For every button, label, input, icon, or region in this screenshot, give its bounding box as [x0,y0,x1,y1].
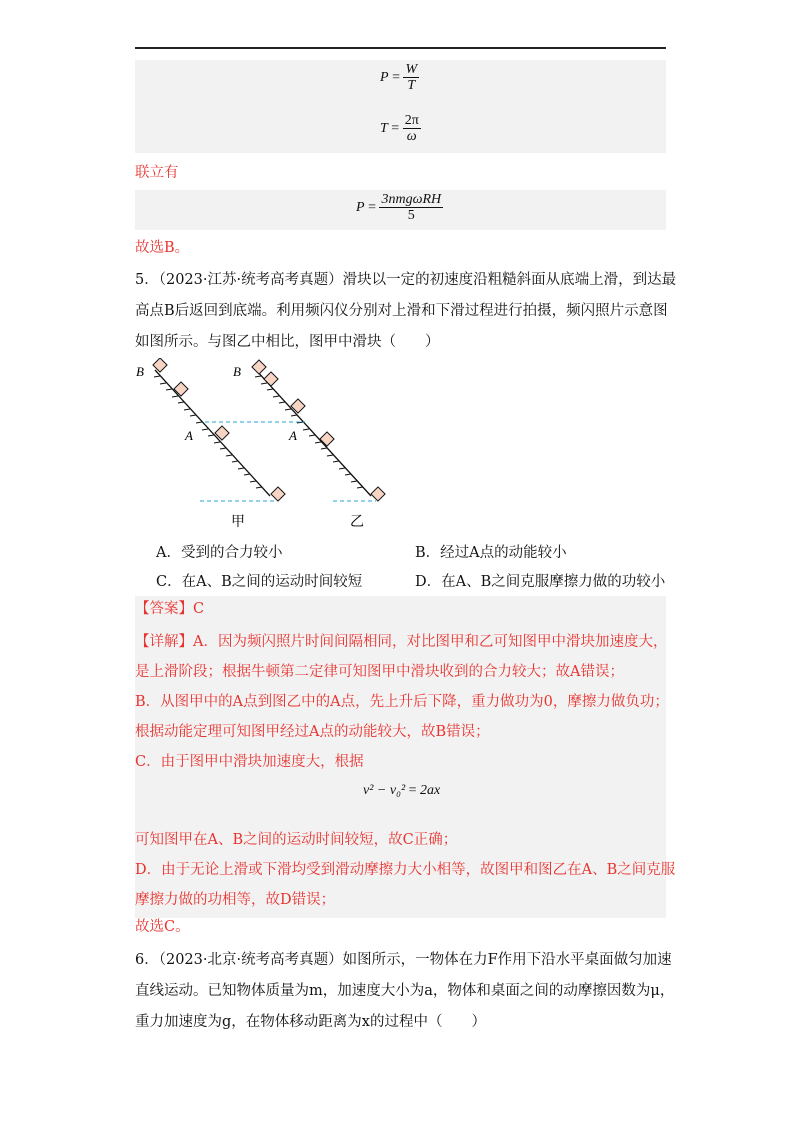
formula-denominator: ω [406,129,417,144]
incline-figure [130,358,400,533]
slider-block [264,372,278,386]
q5-line-3: 如图所示。与图乙中相比，图甲中滑块（ ） [135,334,440,350]
formula-t-2pi-omega [380,113,421,145]
detail-text: A．因为频闪照片时间间隔相同，对比图甲和乙可知图甲中滑块加速度大， [193,634,668,650]
formula-eq: = [391,121,400,137]
formula-lhs: P [356,200,365,216]
caption-yi: 乙 [350,515,364,530]
label-a-left: A [185,428,193,443]
formula-eq: = [392,70,400,86]
formula-fraction [379,192,443,224]
detail-tag: 【详解】 [135,634,193,650]
detail-line-4: 根据动能定理可知图甲经过A点的动能较大，故B错误； [135,724,490,740]
formula-numerator: W [405,62,418,77]
detail-line-6: 可知图甲在A、B之间的运动时间较短，故C正确； [135,832,458,848]
formula-fraction [403,113,421,145]
label-b-right: B [233,364,241,379]
detail-line-2: 是上滑阶段；根据牛顿第二定律可知图甲中滑块收到的合力较大；故A错误； [135,664,624,680]
incline-jia [136,358,285,501]
option-a: A．受到的合力较小 [156,545,283,561]
slider-block [371,487,385,501]
formula-p-w-t [380,62,419,94]
detail-line-1 [135,632,666,652]
formula-lhs: T [380,121,388,137]
formula-fraction [403,62,419,94]
q5-line-2: 高点B后返回到底端。利用频闪仪分别对上滑和下滑过程进行拍摄，频闪照片示意图 [135,303,668,319]
formula-numerator: 2π [404,113,419,128]
formula-kinematics [363,783,440,799]
option-b: B．经过A点的动能较小 [415,545,567,561]
label-a-right: A [289,428,297,443]
detail-line-3: B．从图甲中的A点到图乙中的A点，先上升后下降，重力做功为0，摩擦力做负功； [135,694,669,710]
option-d: D．在A、B之间克服摩擦力做的功较小 [415,574,666,590]
detail-line-8: 摩擦力做的功相等，故D错误； [135,892,336,908]
header-rule [135,47,666,49]
answer-line [135,599,666,619]
slider-block [252,360,266,374]
formula-denominator: T [407,78,416,93]
label-b-left: B [136,364,144,379]
q5-line-1: 5．（2023·江苏·统考高考真题）滑块以一定的初速度沿粗糙斜面从底端上滑，到达最 [135,272,677,288]
detail-line-5: C．由于图甲中滑块加速度大，根据 [135,754,364,770]
formula-lhs: v² − v₀² [363,783,406,798]
answer-tag: 【答案】 [135,601,193,617]
formula-lhs: P [380,70,389,86]
slider-block [320,432,334,446]
q6-line-3: 重力加速度为g，在物体移动距离为x的过程中（ ） [135,1014,486,1030]
detail-line-9: 故选C。 [135,919,190,935]
formula-eq: = [368,200,376,216]
formula-denominator: 5 [407,208,415,223]
formula-numerator: 3nmgωRH [381,192,442,207]
caption-jia: 甲 [231,515,245,530]
joint-text: 联立有 [135,165,179,181]
choose-b-text: 故选B。 [135,240,190,256]
answer-value: C [193,601,205,617]
formula-power [356,192,443,224]
formula-eq: = [408,783,417,798]
detail-line-7: D．由于无论上滑或下滑均受到滑动摩擦力大小相等，故图甲和图乙在A、B之间克服 [135,862,676,878]
q6-line-1: 6．（2023·北京·统考高考真题）如图所示，一物体在力F作用下沿水平桌面做匀加速 [135,952,672,968]
option-c: C．在A、B之间的运动时间较短 [156,574,363,590]
formula-rhs: 2ax [420,783,441,798]
slider-block [271,487,285,501]
q6-line-2: 直线运动。已知物体质量为m，加速度大小为a，物体和桌面之间的动摩擦因数为μ， [135,983,675,999]
